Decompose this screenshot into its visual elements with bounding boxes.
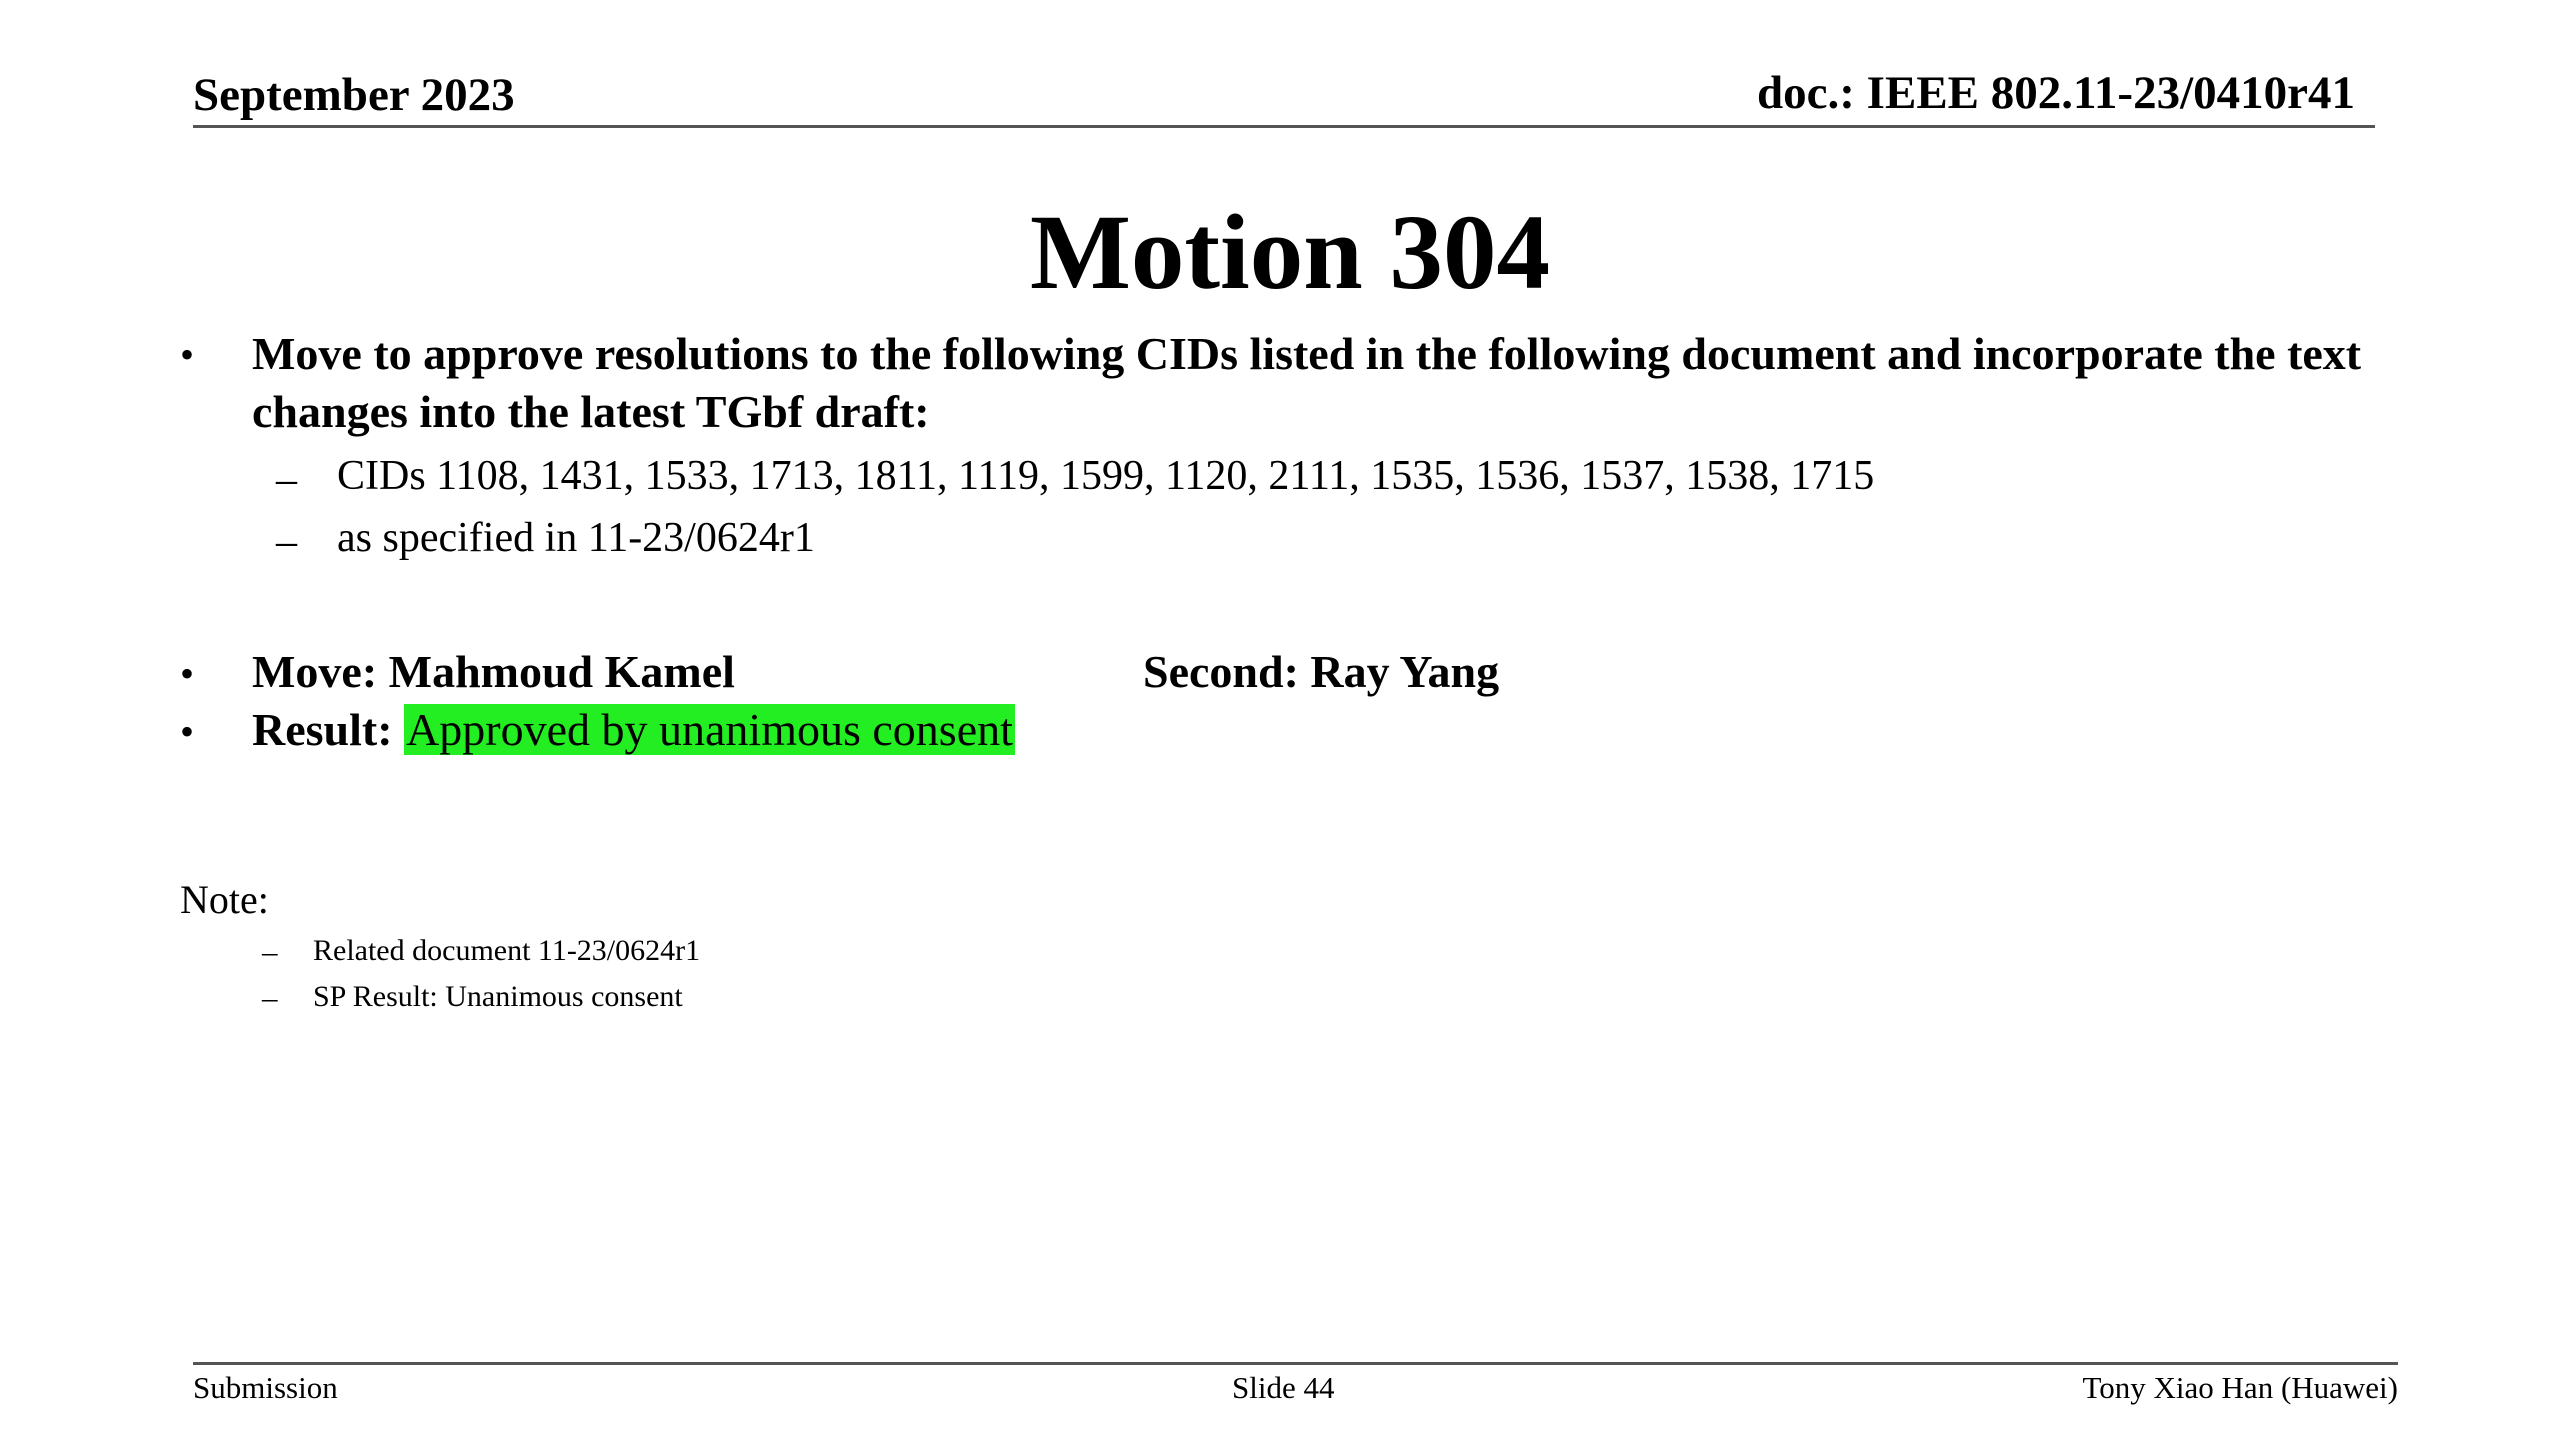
sub-item-spec: as specified in 11-23/0624r1 <box>337 515 815 561</box>
header-divider <box>193 125 2375 128</box>
sub-item-dash: – <box>276 519 297 565</box>
sub-item-cids: CIDs 1108, 1431, 1533, 1713, 1811, 1119, 1599, 1120, 2111, 1535, 1536, 1537, 1538, 1715 <box>337 453 1875 499</box>
footer-divider <box>193 1362 2398 1365</box>
note-label: Note: <box>180 877 269 922</box>
bullet-marker: • <box>180 651 195 696</box>
note-item-sp-result: SP Result: Unanimous consent <box>313 980 683 1013</box>
header-doc-id: doc.: IEEE 802.11-23/0410r41 <box>1757 67 2355 119</box>
header-date: September 2023 <box>193 69 515 121</box>
slide-title: Motion 304 <box>1029 194 1551 312</box>
move-line: Move: Mahmoud Kamel <box>252 646 735 697</box>
footer-slide-number: Slide 44 <box>1232 1370 1335 1405</box>
footer-author: Tony Xiao Han (Huawei) <box>2082 1370 2398 1405</box>
motion-text: Move to approve resolutions to the following CIDs listed in the following document and incorporate the text changes into the latest TGbf draft: <box>252 328 2362 437</box>
note-item-dash: – <box>262 934 278 969</box>
sub-item-dash: – <box>276 457 297 503</box>
note-item-related-document: Related document 11-23/0624r1 <box>313 934 701 967</box>
bullet-marker: • <box>180 709 195 754</box>
result-value: Approved by unanimous consent <box>406 704 1013 755</box>
result-line <box>252 704 1015 757</box>
bullet-marker: • <box>180 332 195 377</box>
note-item-dash: – <box>262 980 278 1015</box>
result-label: Result: <box>252 704 393 755</box>
second-line: Second: Ray Yang <box>1143 646 1500 697</box>
footer-submission: Submission <box>193 1370 338 1405</box>
